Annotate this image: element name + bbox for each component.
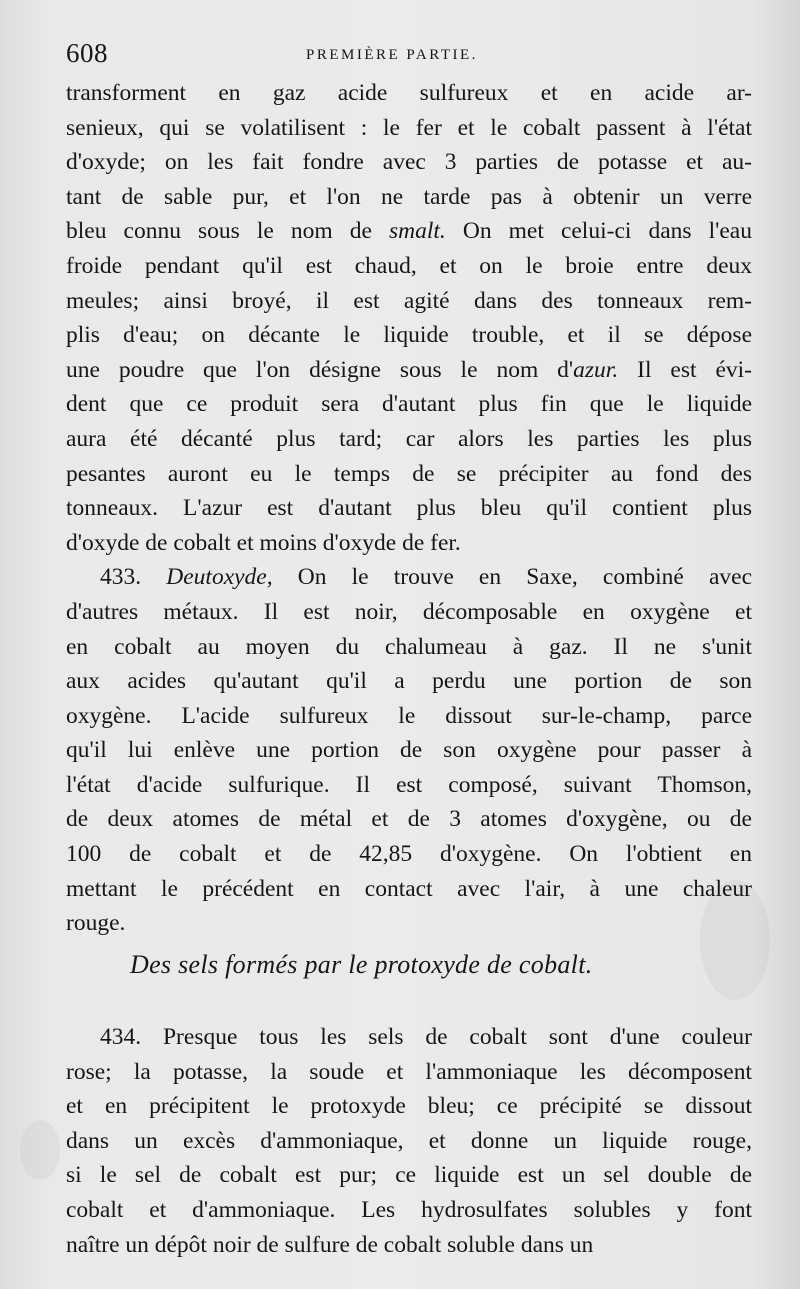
text-line: transforment en gaz acide sulfureux et en acide ar-: [66, 80, 752, 106]
text-line: qu'il lui enlève une portion de son oxygène pour passer à: [66, 737, 752, 764]
text-line: aura été décanté plus tard; car alors les parties les plus: [66, 425, 752, 452]
text-line: bleu connu sous le nom de smalt. On met celui-ci dans l'eau: [66, 218, 752, 245]
text-line: d'autres métaux. Il est noir, décomposable en oxygène et: [66, 598, 752, 625]
text-line: dans un excès d'ammoniaque, et donne un liquide rouge,: [66, 1127, 752, 1154]
text-line: mettant le précédent en contact avec l'air, à une chaleur: [66, 875, 752, 902]
main-text-block: [66, 76, 752, 941]
text-line: d'oxyde; on les fait fondre avec 3 parties de potasse et au-: [66, 149, 752, 176]
text-line: en cobalt au moyen du chalumeau à gaz. Il ne s'unit: [66, 633, 752, 660]
text-line: rouge.: [66, 910, 126, 937]
secondary-text-block: [66, 1020, 752, 1262]
text-line: naître un dépôt noir de sulfure de cobalt soluble dans un: [66, 1231, 594, 1258]
text-line: et en précipitent le protoxyde bleu; ce précipité se dissout: [66, 1093, 752, 1120]
text-line: de deux atomes de métal et de 3 atomes d'oxygène, ou de: [66, 806, 752, 833]
text-line: froide pendant qu'il est chaud, et on le broie entre deux: [66, 252, 752, 279]
text-line: 100 de cobalt et de 42,85 d'oxygène. On l'obtient en: [66, 841, 752, 868]
text-line: 433. Deutoxyde, On le trouve en Saxe, combiné avec: [100, 564, 752, 591]
text-line: meules; ainsi broyé, il est agité dans des tonneaux rem-: [66, 287, 752, 314]
text-line: tant de sable pur, et l'on ne tarde pas à obtenir un verre: [66, 183, 752, 210]
running-head: PREMIÈRE PARTIE.: [306, 47, 478, 63]
text-line: pesantes auront eu le temps de se précipiter au fond des: [66, 460, 752, 487]
text-line: si le sel de cobalt est pur; ce liquide est un sel double de: [66, 1162, 752, 1189]
text-line: aux acides qu'autant qu'il a perdu une portion de son: [66, 668, 752, 695]
text-line: d'oxyde de cobalt et moins d'oxyde de fer.: [66, 529, 461, 556]
text-line: senieux, qui se volatilisent : le fer et le cobalt passent à l'état: [66, 114, 752, 141]
text-line: oxygène. L'acide sulfureux le dissout sur-le-champ, parce: [66, 702, 752, 729]
text-line: cobalt et d'ammoniaque. Les hydrosulfates solubles y font: [66, 1196, 752, 1223]
paragraph-433: [66, 560, 752, 941]
paper-stain: [20, 1120, 60, 1180]
text-line: rose; la potasse, la soude et l'ammoniaque les décomposent: [66, 1058, 752, 1085]
text-line: 434. Presque tous les sels de cobalt sont d'une couleur: [100, 1024, 752, 1050]
page-header: [66, 38, 748, 72]
text-line: tonneaux. L'azur est d'autant plus bleu qu'il contient plus: [66, 495, 752, 522]
paragraph-434: [66, 1020, 752, 1262]
paragraph-continuation: [66, 76, 752, 560]
page-number: 608: [66, 38, 108, 68]
text-line: plis d'eau; on décante le liquide trouble, et il se dépose: [66, 322, 752, 349]
section-heading: Des sels formés par le protoxyde de cobalt.: [130, 950, 593, 979]
text-line: dent que ce produit sera d'autant plus fin que le liquide: [66, 391, 752, 418]
text-line: une poudre que l'on désigne sous le nom d'azur. Il est évi-: [66, 356, 752, 383]
text-line: l'état d'acide sulfurique. Il est composé, suivant Thomson,: [66, 771, 752, 798]
